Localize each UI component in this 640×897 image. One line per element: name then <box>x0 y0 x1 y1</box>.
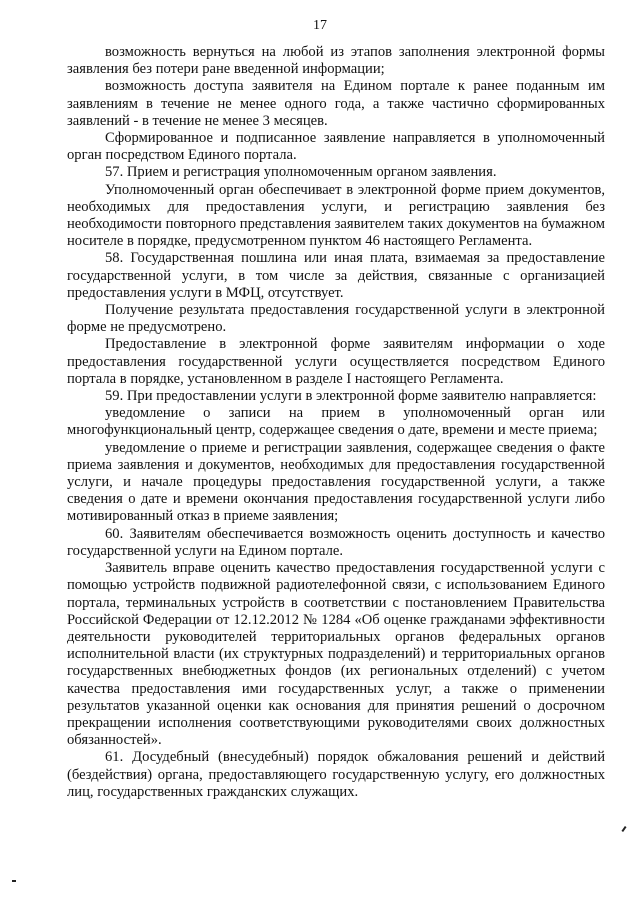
page-number: 17 <box>313 18 327 33</box>
paragraph-appointment-notice: уведомление о записи на прием в уполномоченный орган или многофункциональный центр, содержащее сведения о дате, времени и месте приема; <box>67 405 605 439</box>
paragraph-return-to-steps: возможность вернуться на любой из этапов заполнения электронной формы заявления без потери ране введенной информации; <box>67 44 605 78</box>
paragraph-result-not-provided: Получение результата предоставления государственной услуги в электронной форме не предусмотрено. <box>67 302 605 336</box>
paragraph-registration-notice: уведомление о приеме и регистрации заявления, содержащее сведения о факте приема заявления и документов, необходимых для предоставления государственной услуги, и начале процедуры предоставления государственной услуги, а также сведения о дате и времени окончания предоставления государственной услуги либо мотивированный отказ в приеме заявления; <box>67 439 605 525</box>
paragraph-quality-assessment: Заявитель вправе оценить качество предоставления государственной услуги с помощью устройств подвижной радиотелефонной связи, с использованием Единого портала, терминальных устройств в соответствии с постановлением Правительства Российской Федерации от 12.12.2012 № 1284 «Об оценке гражданами эффективности деятельности руководителей территориальных органов федеральных органов исполнительной власти (их структурных подразделений) и территориальных органов государственных внебюджетных фондов (их региональных отделений) с учетом качества предоставления ими государственных услуг, а также о применении результатов указанной оценки как основания для принятия решений о досрочном прекращении исполнения соответствующими руководителями своих должностных обязанностей». <box>67 560 605 749</box>
paragraph-access-to-applications: возможность доступа заявителя на Едином портале к ранее поданным им заявлениям в течение не менее одного года, а также частично сформированных заявлений - в течение не менее 3 месяцев. <box>67 78 605 129</box>
paragraph-57-heading: 57. Прием и регистрация уполномоченным органом заявления. <box>105 164 497 181</box>
paragraph-57-body: Уполномоченный орган обеспечивает в электронной форме прием документов, необходимых для предоставления услуги, и регистрацию заявления без необходимости повторного представления заявителем таких документов на бумажном носителе в порядке, предусмотренном пунктом 46 настоящего Регламента. <box>67 181 605 250</box>
document-body <box>67 44 605 801</box>
paragraph-progress-information: Предоставление в электронной форме заявителям информации о ходе предоставления государственной услуги осуществляется посредством Единого портала в порядке, установленном в разделе I настоящего Регламента. <box>67 336 605 387</box>
paragraph-58: 58. Государственная пошлина или иная плата, взимаемая за предоставление государственной услуги, в том числе за действия, связанные с организацией предоставления услуги в МФЦ, отсутствует. <box>67 250 605 301</box>
paragraph-61: 61. Досудебный (внесудебный) порядок обжалования решений и действий (бездействия) органа, предоставляющего государственную услугу, его должностных лиц, государственных гражданских служащих. <box>67 749 605 800</box>
paragraph-59-heading: 59. При предоставлении услуги в электронной форме заявителю направляется: <box>105 388 597 405</box>
scan-mark <box>12 880 16 882</box>
paragraph-60: 60. Заявителям обеспечивается возможность оценить доступность и качество государственной услуги на Едином портале. <box>67 525 605 559</box>
paragraph-signed-application: Сформированное и подписанное заявление направляется в уполномоченный орган посредством Единого портала. <box>67 130 605 164</box>
scan-mark <box>621 826 626 832</box>
